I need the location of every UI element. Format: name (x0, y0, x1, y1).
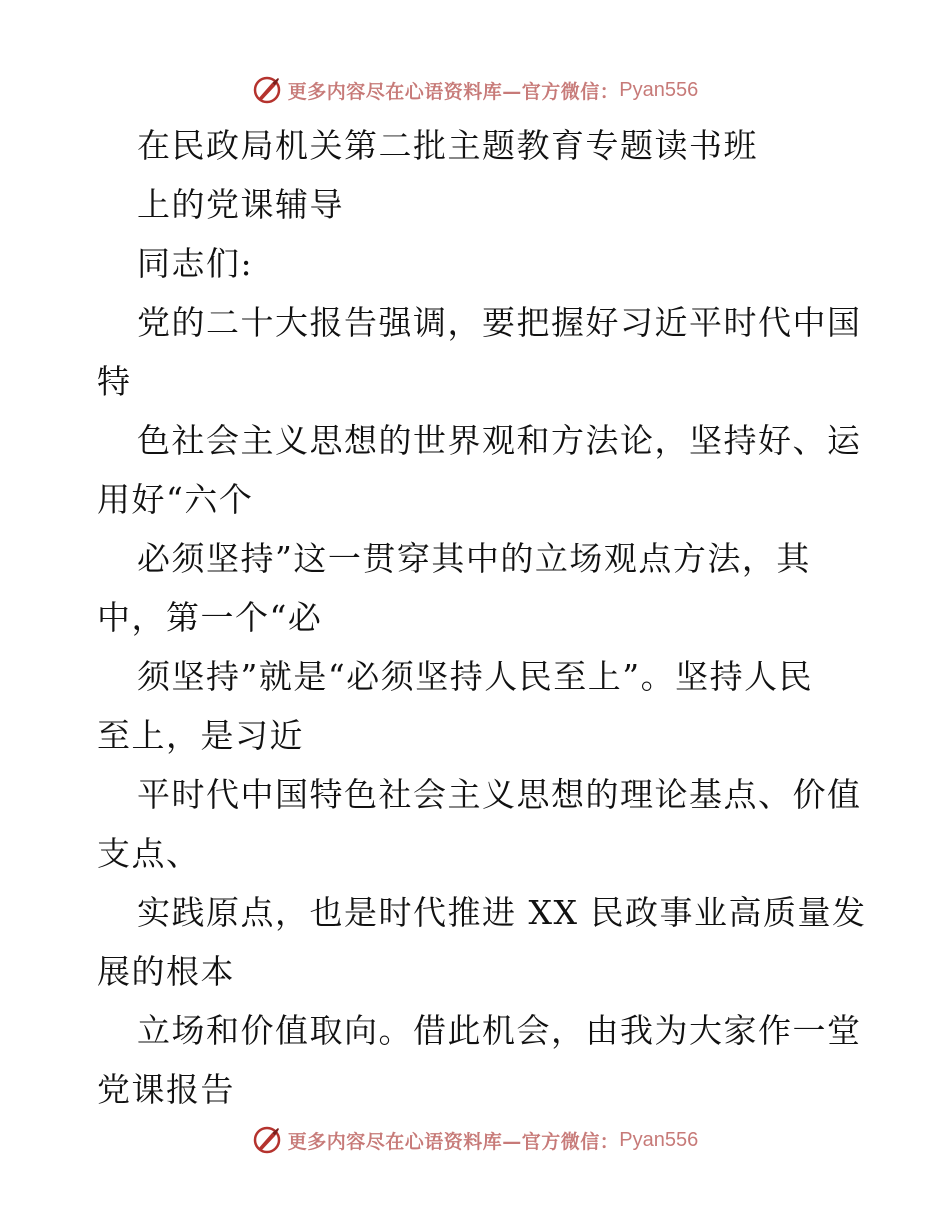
doc-line: 用好“六个 (97, 480, 254, 519)
doc-title-line-2: 上的党课辅导 (137, 185, 344, 224)
document-body (97, 124, 867, 1127)
watermark-wechat-id: Pyan556 (619, 1128, 699, 1151)
doc-line: 须坚持”就是“必须坚持人民至上”。坚持人民 (137, 657, 814, 696)
doc-line: 支点、 (97, 834, 201, 873)
watermark-text: 更多内容尽在心语资料库—官方微信： (287, 80, 620, 103)
quill-pen-logo-icon (252, 1125, 282, 1155)
doc-line: 党课报告 (97, 1070, 235, 1109)
header-watermark (0, 70, 950, 110)
quill-pen-logo-icon (252, 75, 282, 105)
doc-line: 特 (97, 362, 132, 401)
watermark-wechat-id: Pyan556 (619, 78, 699, 101)
doc-line: 展的根本 (97, 952, 235, 991)
footer-watermark (0, 1120, 950, 1160)
doc-line: 必须坚持”这一贯穿其中的立场观点方法，其 (137, 539, 811, 578)
doc-line: 至上，是习近 (97, 716, 304, 755)
doc-line: 党的二十大报告强调，要把握好习近平时代中国 (137, 303, 862, 342)
doc-line: 中，第一个“必 (97, 598, 323, 637)
doc-line: 平时代中国特色社会主义思想的理论基点、价值 (137, 775, 862, 814)
doc-greeting: 同志们: (137, 244, 254, 283)
doc-line: 实践原点，也是时代推进 XX 民政事业高质量发 (137, 893, 867, 932)
watermark-text: 更多内容尽在心语资料库—官方微信： (287, 1130, 620, 1153)
doc-line: 立场和价值取向。借此机会，由我为大家作一堂 (137, 1011, 862, 1050)
doc-title-line-1: 在民政局机关第二批主题教育专题读书班 (137, 126, 758, 165)
doc-line: 色社会主义思想的世界观和方法论，坚持好、运 (137, 421, 862, 460)
